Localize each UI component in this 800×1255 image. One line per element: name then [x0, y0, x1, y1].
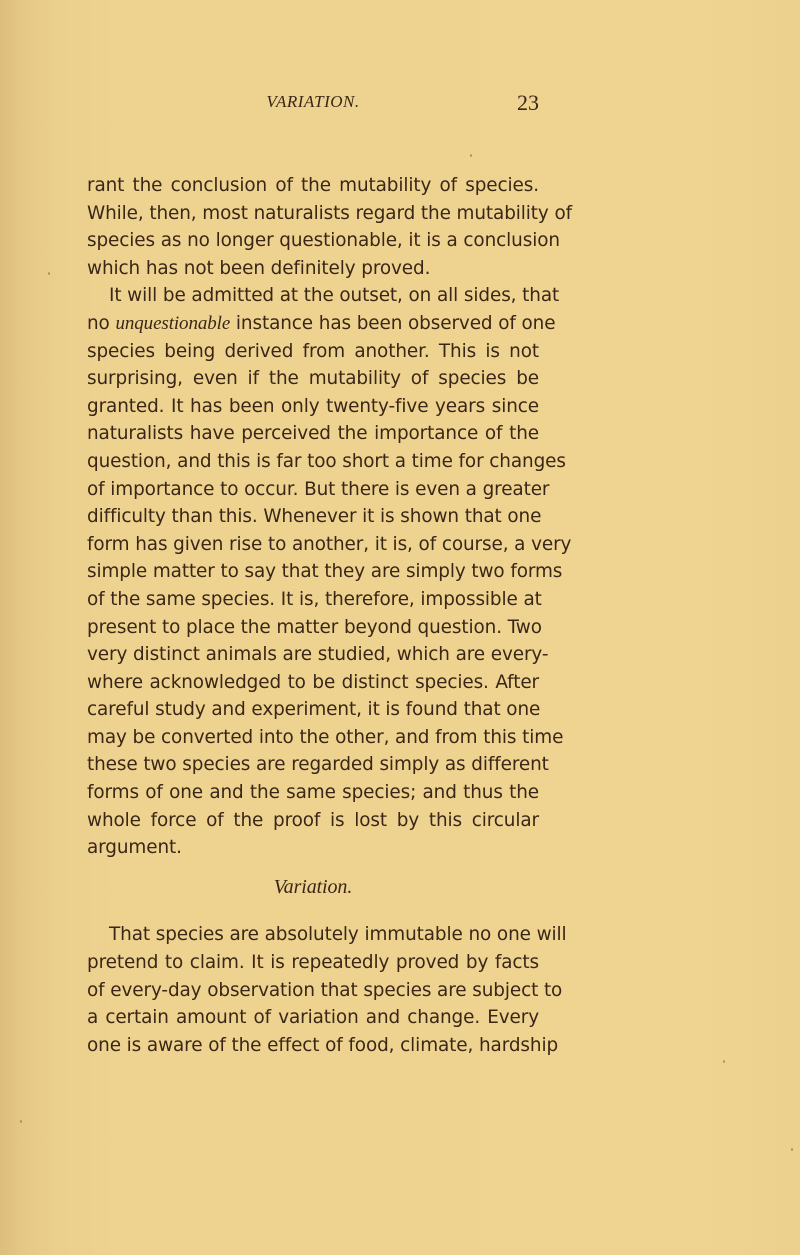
text-line: one is aware of the effect of food, climate, hardship — [87, 1034, 559, 1056]
text-line: which has not been definitely proved. — [87, 257, 431, 279]
text-line: question, and this is far too short a time for changes — [87, 450, 566, 472]
scan-speck — [723, 1060, 725, 1063]
text-line: these two species are regarded simply as different — [87, 754, 549, 776]
text-line: simple matter to say that they are simply two forms — [87, 561, 563, 583]
text-line: present to place the matter beyond question. Two — [87, 616, 542, 638]
emphasis-unquestionable: unquestionable — [115, 312, 231, 334]
text-line: argument. — [87, 837, 182, 859]
text-line: of importance to occur. But there is even a greater — [87, 478, 550, 500]
text-line: whole force of the proof is lost by this circular — [87, 809, 539, 831]
scan-speck — [791, 1148, 793, 1151]
text-line: very distinct animals are studied, which are every- — [87, 644, 549, 666]
text-run: instance has been observed of one — [230, 312, 556, 334]
text-line: of the same species. It is, therefore, impossible at — [87, 588, 542, 610]
text-line: While, then, most naturalists regard the mutability of — [87, 202, 572, 224]
running-head — [87, 90, 539, 114]
scan-speck — [20, 1120, 22, 1123]
body-text — [87, 172, 572, 1059]
text-line: species as no longer questionable, it is a conclusion — [87, 230, 560, 252]
text-line: a certain amount of variation and change. Every — [87, 1007, 539, 1029]
text-line: That species are absolutely immutable no one will — [109, 924, 567, 946]
text-run: no — [87, 312, 116, 334]
text-line: of every-day observation that species are subject to — [87, 979, 563, 1001]
text-line: forms of one and the same species; and thus the — [87, 782, 539, 804]
text-line: pretend to claim. It is repeatedly proved by facts — [87, 952, 539, 974]
text-line-with-emphasis — [87, 310, 556, 338]
page-number: 23 — [517, 90, 539, 115]
text-line: may be converted into the other, and from this time — [87, 726, 564, 748]
running-head-title: VARIATION. — [266, 92, 360, 111]
scan-speck — [48, 272, 50, 275]
text-line: rant the conclusion of the mutability of species. — [87, 175, 539, 196]
text-line: where acknowledged to be distinct species. After — [87, 671, 539, 693]
text-line: surprising, even if the mutability of species be — [87, 368, 539, 390]
scan-speck — [470, 154, 472, 157]
text-line: form has given rise to another, it is, of course, a very — [87, 533, 572, 555]
text-line: species being derived from another. This is not — [87, 340, 539, 362]
text-line: naturalists have perceived the importance of the — [87, 423, 539, 445]
text-line: granted. It has been only twenty-five years since — [87, 395, 539, 417]
text-line: careful study and experiment, it is found that one — [87, 699, 541, 721]
text-line: difficulty than this. Whenever it is shown that one — [87, 506, 542, 528]
section-heading: Variation. — [273, 875, 353, 898]
text-line: It will be admitted at the outset, on all sides, that — [109, 285, 560, 307]
